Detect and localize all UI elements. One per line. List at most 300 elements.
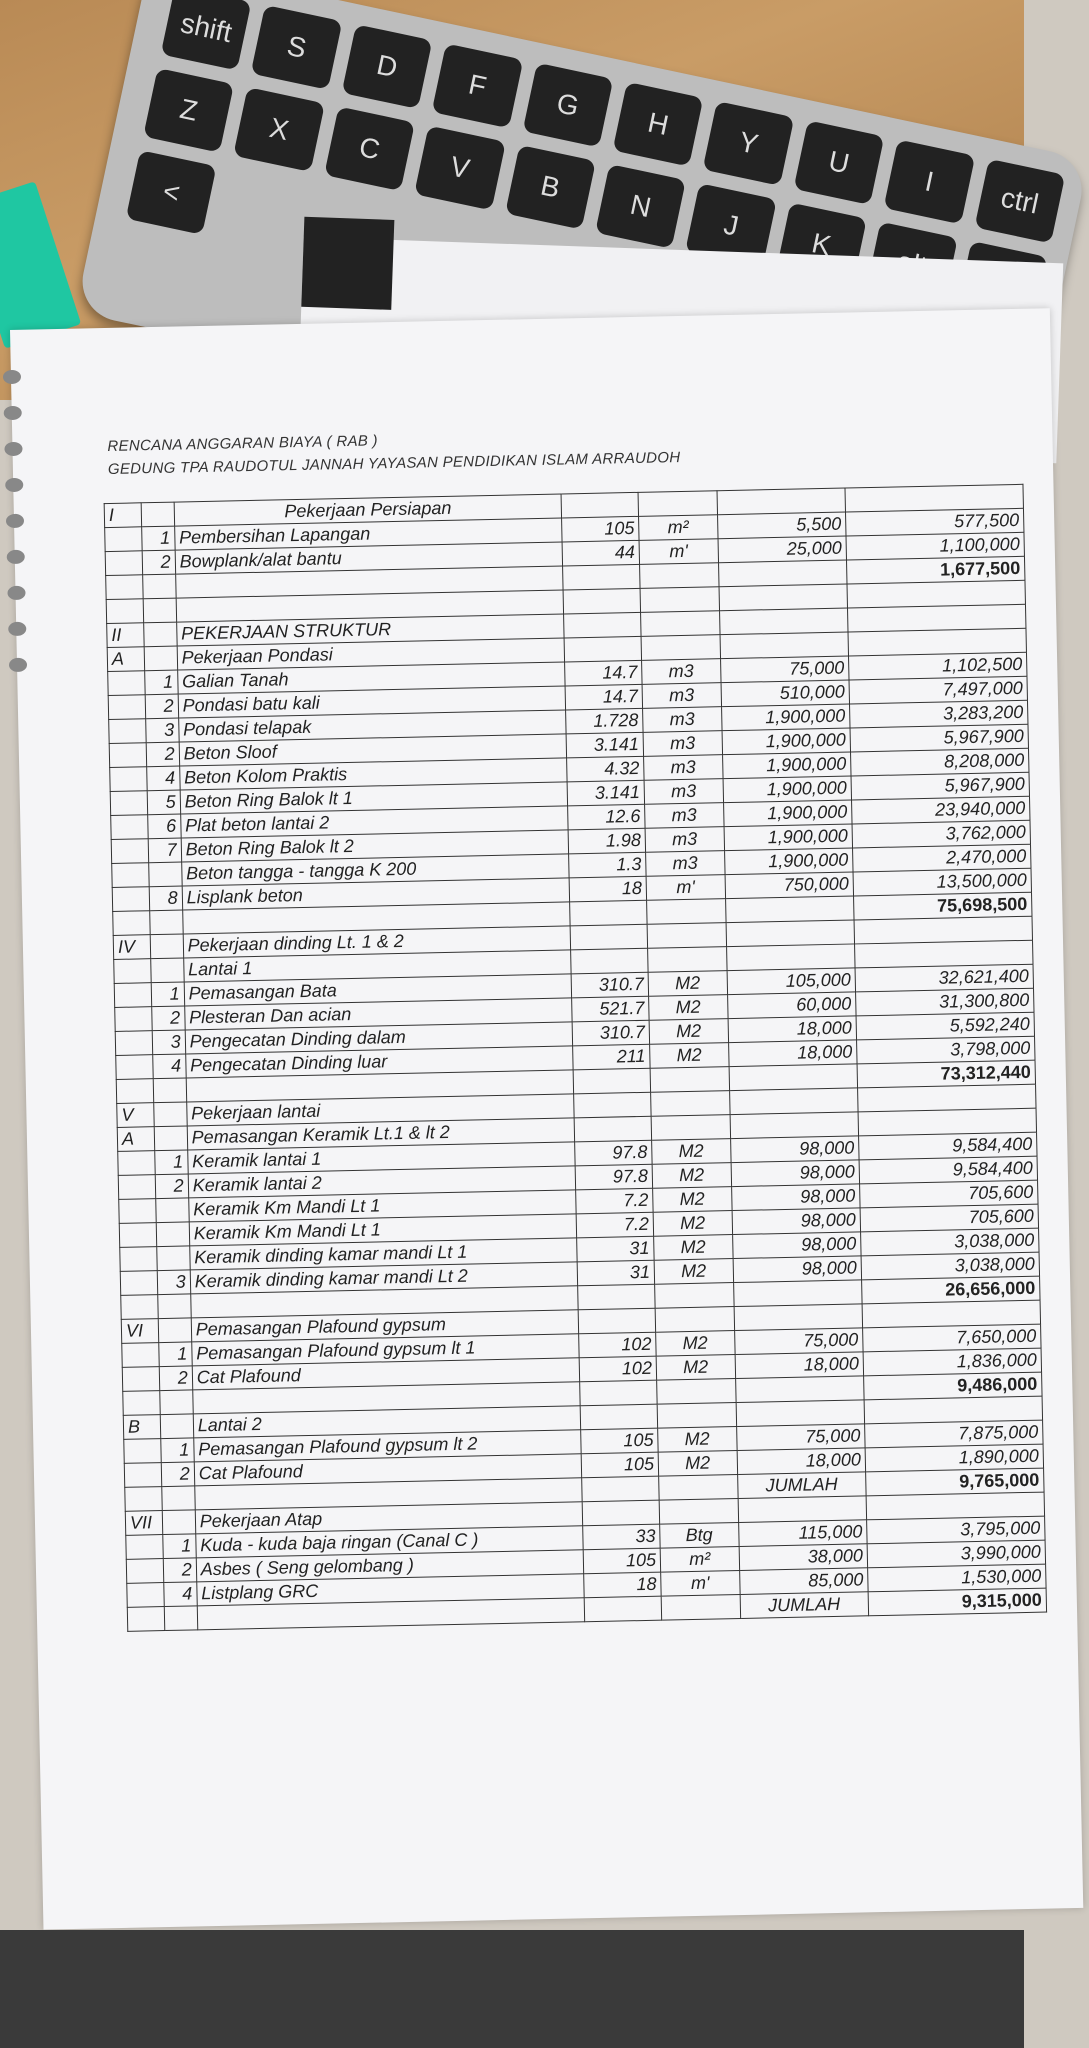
cell-price	[729, 1064, 858, 1091]
binder-ring	[7, 550, 25, 564]
cell-unit	[657, 1403, 736, 1429]
cell-desc: Pemasangan Plafound gypsum lt 1	[191, 1334, 579, 1366]
cell-num	[156, 1222, 189, 1247]
black-binder-tab	[301, 217, 394, 310]
cell-unit: m3	[643, 707, 722, 733]
cell-vol: 105	[562, 516, 639, 542]
cell-num	[160, 1414, 193, 1439]
keyboard-key: N	[595, 164, 686, 249]
cell-num	[154, 1102, 187, 1127]
cell-total: 13,500,000	[853, 868, 1031, 896]
cell-price: 98,000	[732, 1232, 861, 1259]
cell-vol	[585, 1596, 662, 1622]
cell-vol: 521.7	[572, 996, 649, 1022]
cell-price: 98,000	[730, 1136, 859, 1163]
cell-unit	[640, 587, 719, 613]
cell-vol: 33	[583, 1524, 660, 1550]
cell-sec	[123, 1391, 160, 1416]
cell-total: 1,100,000	[846, 532, 1024, 560]
cell-vol: 105	[582, 1452, 659, 1478]
cell-price	[729, 1088, 858, 1115]
cell-vol	[564, 612, 641, 638]
document-titles	[107, 426, 680, 484]
cell-price	[725, 896, 854, 923]
cell-vol	[563, 588, 640, 614]
keyboard-key: G	[522, 63, 613, 148]
cell-total: 2,470,000	[853, 844, 1031, 872]
cell-unit: M2	[658, 1427, 737, 1453]
cell-vol	[563, 564, 640, 590]
cell-desc: Keramik lantai 2	[188, 1166, 576, 1198]
cell-vol: 310.7	[573, 1020, 650, 1046]
cell-price: JUMLAH	[737, 1472, 866, 1499]
keyboard-key: shift	[161, 0, 252, 71]
cell-sec: V	[117, 1103, 154, 1128]
cell-num: 2	[163, 1558, 196, 1583]
cell-total: 3,798,000	[857, 1036, 1035, 1064]
cell-sec	[126, 1535, 163, 1560]
cell-unit	[641, 635, 720, 661]
cell-price: 75,000	[734, 1328, 863, 1355]
cell-vol: 3.141	[566, 732, 643, 758]
cell-unit: M2	[654, 1235, 733, 1261]
cell-price	[735, 1376, 864, 1403]
cell-total: 5,592,240	[856, 1012, 1034, 1040]
cell-sec	[122, 1367, 159, 1392]
cell-price	[717, 488, 846, 515]
cell-vol	[570, 900, 647, 926]
cell-num: 4	[164, 1582, 197, 1607]
keyboard-key: J	[685, 183, 776, 268]
cell-unit	[651, 1115, 730, 1141]
cell-sec: VII	[125, 1511, 162, 1536]
cell-desc: Bowplank/alat bantu	[175, 542, 563, 574]
cell-price: 1,900,000	[724, 824, 853, 851]
cell-desc: Listplang GRC	[196, 1574, 584, 1606]
cell-sec	[115, 1031, 152, 1056]
cell-sec	[111, 815, 148, 840]
cell-unit	[647, 923, 726, 949]
cell-unit	[640, 563, 719, 589]
cell-desc: Keramik Km Mandi Lt 1	[188, 1190, 576, 1222]
cell-desc: Pemasangan Plafound gypsum lt 2	[193, 1430, 581, 1462]
cell-num: 3	[157, 1270, 190, 1295]
cell-num: 3	[146, 718, 179, 743]
cell-price	[736, 1400, 865, 1427]
keyboard-key: V	[414, 126, 505, 211]
cell-num: 2	[142, 550, 175, 575]
cell-vol	[582, 1476, 659, 1502]
cell-sec	[127, 1607, 164, 1632]
cell-total: 73,312,440	[857, 1060, 1035, 1088]
cell-total: 7,875,000	[865, 1420, 1043, 1448]
keyboard-key: X	[234, 87, 325, 172]
cell-total: 31,300,800	[856, 988, 1034, 1016]
cell-price	[730, 1112, 859, 1139]
cell-num	[143, 598, 176, 623]
cell-desc: Pengecatan Dinding dalam	[185, 1022, 573, 1054]
cell-num	[151, 958, 184, 983]
cell-total: 577,500	[845, 508, 1023, 536]
cell-desc: Keramik Km Mandi Lt 1	[189, 1214, 577, 1246]
cell-num	[153, 1078, 186, 1103]
cell-num: 2	[159, 1366, 192, 1391]
keyboard-key: Z	[143, 68, 234, 153]
cell-total: 3,990,000	[867, 1540, 1045, 1568]
cell-sec	[109, 743, 146, 768]
cell-vol: 3.141	[567, 780, 644, 806]
cell-price	[733, 1280, 862, 1307]
cell-num: 3	[152, 1030, 185, 1055]
cell-unit: m'	[661, 1571, 740, 1597]
cell-sec: A	[117, 1127, 154, 1152]
cell-desc: Kuda - kuda baja ringan (Canal C )	[195, 1526, 583, 1558]
cell-num	[162, 1510, 195, 1535]
cell-unit: m3	[642, 659, 721, 685]
cell-total: 9,584,400	[859, 1156, 1037, 1184]
cell-vol: 1.98	[568, 828, 645, 854]
cell-sec	[112, 887, 149, 912]
cell-vol	[574, 1092, 651, 1118]
cell-num	[150, 934, 183, 959]
cell-price: 98,000	[732, 1208, 861, 1235]
cell-unit: m3	[644, 779, 723, 805]
cell-unit: M2	[653, 1211, 732, 1237]
cell-desc: Pekerjaan Pondasi	[177, 638, 565, 670]
cell-vol: 211	[573, 1044, 650, 1070]
cell-vol: 4.32	[567, 756, 644, 782]
cell-sec	[120, 1271, 157, 1296]
keyboard-key: B	[505, 145, 596, 230]
cell-sec	[116, 1079, 153, 1104]
binder-rings	[3, 369, 50, 694]
cell-num: 2	[152, 1006, 185, 1031]
cell-total: 23,940,000	[852, 796, 1030, 824]
cell-desc: Pembersihan Lapangan	[174, 518, 562, 550]
cell-sec	[108, 671, 145, 696]
cell-num	[141, 502, 174, 527]
cell-desc: Pemasangan Bata	[184, 974, 572, 1006]
cell-desc: Beton tangga - tangga K 200	[181, 854, 569, 886]
cell-desc: Pekerjaan lantai	[186, 1094, 574, 1126]
cell-total: 7,650,000	[863, 1324, 1041, 1352]
cell-num	[144, 622, 177, 647]
cell-unit: M2	[648, 971, 727, 997]
cell-total: 1,102,500	[849, 652, 1027, 680]
cell-vol: 102	[579, 1332, 656, 1358]
cell-num: 1	[142, 526, 175, 551]
cell-unit	[657, 1379, 736, 1405]
cell-desc: Keramik dinding kamar mandi Lt 1	[189, 1238, 577, 1270]
cell-desc: Lisplank beton	[182, 878, 570, 910]
cell-sec	[119, 1199, 156, 1224]
cell-num: 2	[155, 1174, 188, 1199]
cell-desc: PEKERJAAN STRUKTUR	[176, 614, 564, 646]
cell-price: 510,000	[721, 680, 850, 707]
green-notebook	[0, 181, 81, 348]
cell-num: 5	[147, 790, 180, 815]
cell-price: 1,900,000	[723, 776, 852, 803]
cell-vol: 310.7	[572, 972, 649, 998]
cell-unit: M2	[653, 1187, 732, 1213]
cell-vol	[561, 492, 638, 518]
cell-unit: M2	[650, 1043, 729, 1069]
cell-sec: IV	[113, 935, 150, 960]
cell-total: 3,795,000	[867, 1516, 1045, 1544]
cell-unit: M2	[652, 1139, 731, 1165]
cell-desc: Pemasangan Keramik Lt.1 & lt 2	[187, 1118, 575, 1150]
cell-vol	[581, 1404, 658, 1430]
cell-vol: 105	[581, 1428, 658, 1454]
cell-price: 85,000	[739, 1568, 868, 1595]
cell-total: 7,497,000	[849, 676, 1027, 704]
cell-total: 9,765,000	[866, 1468, 1044, 1496]
cell-unit: M2	[658, 1451, 737, 1477]
cell-sec: I	[104, 503, 141, 528]
cell-vol: 31	[578, 1260, 655, 1286]
cell-total: 1,530,000	[868, 1564, 1046, 1592]
cell-num: 1	[155, 1150, 188, 1175]
cell-price: 75,000	[720, 656, 849, 683]
keyboard-key: ctrl	[974, 159, 1065, 244]
cell-sec	[120, 1247, 157, 1272]
cell-total: 1,890,000	[865, 1444, 1043, 1472]
cell-num	[156, 1198, 189, 1223]
cell-num	[144, 646, 177, 671]
cell-unit	[659, 1499, 738, 1525]
cell-vol	[575, 1116, 652, 1142]
binder-ring	[3, 370, 21, 384]
cell-desc: Beton Kolom Praktis	[179, 758, 567, 790]
cell-sec: A	[107, 647, 144, 672]
cell-sec	[108, 695, 145, 720]
cell-desc: Cat Plafound	[192, 1358, 580, 1390]
cell-sec	[105, 551, 142, 576]
cell-price: 18,000	[728, 1040, 857, 1067]
binder-ring	[8, 622, 26, 636]
cell-unit: M2	[649, 995, 728, 1021]
cell-unit	[641, 611, 720, 637]
cell-sec	[114, 983, 151, 1008]
cell-sec: VI	[121, 1319, 158, 1344]
cell-price	[719, 608, 848, 635]
cell-sec	[105, 527, 142, 552]
cell-sec	[109, 719, 146, 744]
cell-num: 2	[146, 742, 179, 767]
cell-unit: m'	[646, 875, 725, 901]
cell-vol: 14.7	[565, 660, 642, 686]
cell-total: 9,584,400	[859, 1132, 1037, 1160]
binder-ring	[5, 478, 23, 492]
cell-unit	[647, 899, 726, 925]
cell-num	[162, 1486, 195, 1511]
cell-unit	[651, 1091, 730, 1117]
cell-vol: 14.7	[565, 684, 642, 710]
cell-sec	[122, 1343, 159, 1368]
cell-num: 2	[145, 694, 178, 719]
cell-price: 115,000	[738, 1520, 867, 1547]
cell-desc: Beton Ring Balok lt 1	[180, 782, 568, 814]
cell-price: 18,000	[735, 1352, 864, 1379]
floor	[0, 1930, 1024, 2048]
cell-sec	[125, 1487, 162, 1512]
keyboard-key: F	[432, 43, 523, 128]
cell-sec	[106, 599, 143, 624]
cell-num: 6	[148, 814, 181, 839]
cell-vol: 97.8	[576, 1164, 653, 1190]
cell-desc: Pondasi batu kali	[178, 686, 566, 718]
cell-price	[726, 944, 855, 971]
cell-desc: Keramik dinding kamar mandi Lt 2	[190, 1262, 578, 1294]
cell-unit: M2	[654, 1259, 733, 1285]
keyboard-key: I	[884, 139, 975, 224]
cell-vol	[580, 1380, 657, 1406]
cell-num	[154, 1126, 187, 1151]
cell-price: 1,900,000	[721, 704, 850, 731]
cell-vol	[571, 924, 648, 950]
cell-sec	[124, 1463, 161, 1488]
cell-desc: Lantai 1	[183, 950, 571, 982]
cell-price: 1,900,000	[724, 848, 853, 875]
document-subtitle: GEDUNG TPA RAUDOTUL JANNAH YAYASAN PENDIDIKAN ISLAM ARRAUDOH	[107, 448, 681, 478]
cell-unit: M2	[649, 1019, 728, 1045]
cell-num	[158, 1294, 191, 1319]
cell-sec	[126, 1559, 163, 1584]
keyboard-key: S	[251, 5, 342, 90]
cell-sec	[116, 1055, 153, 1080]
cell-sec	[106, 575, 143, 600]
cell-desc: Beton Ring Balok lt 2	[181, 830, 569, 862]
cell-total: 75,698,500	[854, 892, 1032, 920]
cell-price	[738, 1496, 867, 1523]
cell-num: 1	[151, 982, 184, 1007]
cell-unit: M2	[656, 1331, 735, 1357]
cell-sec	[118, 1175, 155, 1200]
cell-unit: m3	[645, 827, 724, 853]
cell-vol: 12.6	[568, 804, 645, 830]
cell-price: 1,900,000	[722, 752, 851, 779]
cell-num: 1	[145, 670, 178, 695]
cell-vol: 97.8	[575, 1140, 652, 1166]
cell-desc: Plesteran Dan acian	[184, 998, 572, 1030]
cell-vol	[574, 1068, 651, 1094]
cell-desc: Pondasi telapak	[178, 710, 566, 742]
cell-sec	[113, 911, 150, 936]
cell-sec: B	[123, 1415, 160, 1440]
cell-unit	[655, 1307, 734, 1333]
cell-vol: 102	[580, 1356, 657, 1382]
cell-num: 4	[153, 1054, 186, 1079]
cell-num	[160, 1390, 193, 1415]
cell-unit: m3	[645, 803, 724, 829]
cell-price	[720, 632, 849, 659]
cell-num	[143, 574, 176, 599]
cell-num	[157, 1246, 190, 1271]
cell-total: 9,486,000	[864, 1372, 1042, 1400]
cell-desc: Galian Tanah	[177, 662, 565, 694]
cell-desc: Pekerjaan Persiapan	[174, 494, 562, 526]
cell-price: 98,000	[731, 1160, 860, 1187]
cell-total: 705,600	[860, 1180, 1038, 1208]
cell-sec	[110, 791, 147, 816]
cell-sec	[115, 1007, 152, 1032]
cell-vol: 1.728	[566, 708, 643, 734]
cell-price: 98,000	[731, 1184, 860, 1211]
cell-vol: 7.2	[577, 1212, 654, 1238]
cell-desc: Pengecatan Dinding luar	[185, 1046, 573, 1078]
cell-sec	[111, 839, 148, 864]
cell-num: 2	[161, 1462, 194, 1487]
cell-desc: Plat beton lantai 2	[180, 806, 568, 838]
cell-desc: Pemasangan Plafound gypsum	[191, 1310, 579, 1342]
rab-table	[104, 484, 1047, 1632]
cell-unit: m3	[642, 683, 721, 709]
cell-vol: 1.3	[569, 852, 646, 878]
rab-document	[10, 308, 1083, 1929]
cell-price	[718, 560, 847, 587]
document-title: RENCANA ANGGARAN BIAYA ( RAB )	[107, 432, 379, 455]
cell-num	[150, 910, 183, 935]
cell-num: 4	[147, 766, 180, 791]
binder-ring	[4, 442, 22, 456]
keyboard-key: H	[613, 82, 704, 167]
cell-sec	[124, 1439, 161, 1464]
cell-num	[149, 862, 182, 887]
cell-desc: Pekerjaan dinding Lt. 1 & 2	[183, 926, 571, 958]
cell-unit: m²	[660, 1547, 739, 1573]
cell-num: 7	[148, 838, 181, 863]
cell-num	[158, 1318, 191, 1343]
cell-sec	[118, 1151, 155, 1176]
cell-price: 105,000	[727, 968, 856, 995]
cell-vol: 105	[584, 1548, 661, 1574]
cell-unit	[650, 1067, 729, 1093]
cell-unit	[659, 1475, 738, 1501]
cell-price: 750,000	[725, 872, 854, 899]
cell-price: 60,000	[727, 992, 856, 1019]
cell-total: 9,315,000	[868, 1588, 1046, 1616]
cell-price: JUMLAH	[740, 1592, 869, 1619]
cell-total: 26,656,000	[862, 1276, 1040, 1304]
cell-unit: M2	[656, 1355, 735, 1381]
cell-num: 1	[161, 1438, 194, 1463]
cell-price: 18,000	[737, 1448, 866, 1475]
cell-total: 705,600	[860, 1204, 1038, 1232]
keyboard-key: C	[324, 106, 415, 191]
keyboard-key: U	[793, 120, 884, 205]
cell-desc: Asbes ( Seng gelombang )	[196, 1550, 584, 1582]
cell-total: 32,621,400	[855, 964, 1033, 992]
cell-num: 1	[163, 1534, 196, 1559]
cell-unit: M2	[652, 1163, 731, 1189]
cell-total: 3,762,000	[852, 820, 1030, 848]
cell-sec	[127, 1583, 164, 1608]
cell-price: 75,000	[736, 1424, 865, 1451]
cell-desc: Lantai 2	[193, 1406, 581, 1438]
cell-num: 8	[149, 886, 182, 911]
cell-vol	[578, 1284, 655, 1310]
cell-vol: 18	[570, 876, 647, 902]
cell-price: 18,000	[728, 1016, 857, 1043]
cell-unit: Btg	[660, 1523, 739, 1549]
cell-vol	[571, 948, 648, 974]
keyboard-key: <	[126, 150, 217, 235]
cell-sec	[121, 1295, 158, 1320]
cell-price: 25,000	[718, 536, 847, 563]
cell-unit: m'	[639, 539, 718, 565]
cell-price: 1,900,000	[723, 800, 852, 827]
cell-total: 8,208,000	[851, 748, 1029, 776]
